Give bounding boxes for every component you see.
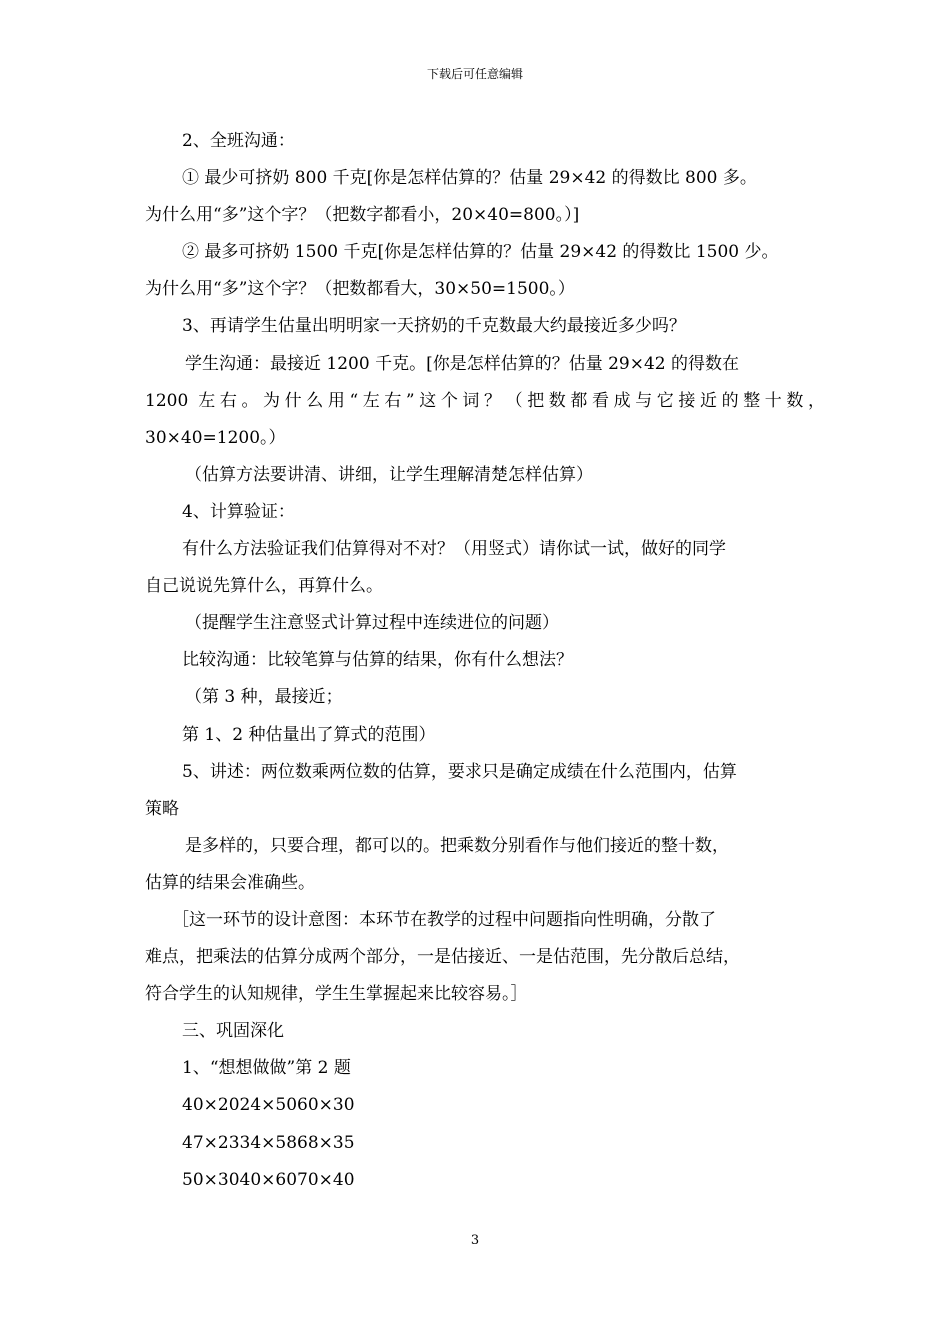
paragraph-line: 自己说说先算什么，再算什么。 [145,576,383,597]
paragraph-line: 1200 左右。为什么用“左右”这个词？（把数都看成与它接近的整十数， [145,390,825,411]
paragraph-line: 符合学生的认知规律，学生生掌握起来比较容易。］ [145,984,528,1005]
paragraph-line: 3、再请学生估量出明明家一天挤奶的千克数最大约最接近多少吗？ [182,316,686,337]
paragraph-line: 4、计算验证： [182,501,295,522]
paragraph-line: ① 最少可挤奶 800 千克[你是怎样估算的？估量 29×42 的得数比 800 多。 [182,168,757,189]
paragraph-line: 为什么用“多”这个字？（把数都看大，30×50=1500。） [145,279,575,300]
paragraph-line: 比较沟通：比较笔算与估算的结果，你有什么想法？ [182,650,573,671]
paragraph-line: 学生沟通：最接近 1200 千克。[你是怎样估算的？估量 29×42 的得数在 [185,353,740,374]
paragraph-line: 策略 [145,798,179,819]
paragraph-line: （第 3 种，最接近； [185,687,343,708]
expression-line: 40×2024×5060×30 [182,1095,355,1116]
paragraph-line: 第 1、2 种估量出了算式的范围） [182,724,436,745]
paragraph-line: 有什么方法验证我们估算得对不对？（用竖式）请你试一试，做好的同学 [182,539,726,560]
paragraph-line: （估算方法要讲清、讲细，让学生理解清楚怎样估算） [185,464,593,485]
expression-line: 50×3040×6070×40 [182,1169,355,1190]
paragraph-line: 为什么用“多”这个字？（把数字都看小，20×40=800。）] [145,205,580,226]
paragraph-line: ［这一环节的设计意图：本环节在教学的过程中问题指向性明确，分散了 [172,909,716,930]
page-header: 下载后可任意编辑 [426,67,523,81]
paragraph-line: 30×40=1200。） [145,427,286,448]
document-body [145,123,825,1199]
paragraph-line: 1、“想想做做”第 2 题 [182,1058,351,1079]
section-heading: 三、巩固深化 [182,1021,284,1042]
paragraph-line: 5、讲述：两位数乘两位数的估算，要求只是确定成绩在什么范围内，估算 [182,761,737,782]
paragraph-line: ② 最多可挤奶 1500 千克[你是怎样估算的？估量 29×42 的得数比 1500 少。 [182,242,779,263]
paragraph-line: 2、全班沟通： [182,131,295,151]
paragraph-line: 是多样的，只要合理，都可以的。把乘数分别看作与他们接近的整十数， [185,835,729,856]
expression-line: 47×2334×5868×35 [182,1132,355,1153]
paragraph-line: 难点，把乘法的估算分成两个部分，一是估接近、一是估范围，先分散后总结， [145,947,740,968]
paragraph-line: 估算的结果会准确些。 [145,872,315,893]
paragraph-line: （提醒学生注意竖式计算过程中连续进位的问题） [185,613,559,634]
page-number: 3 [470,1233,480,1248]
